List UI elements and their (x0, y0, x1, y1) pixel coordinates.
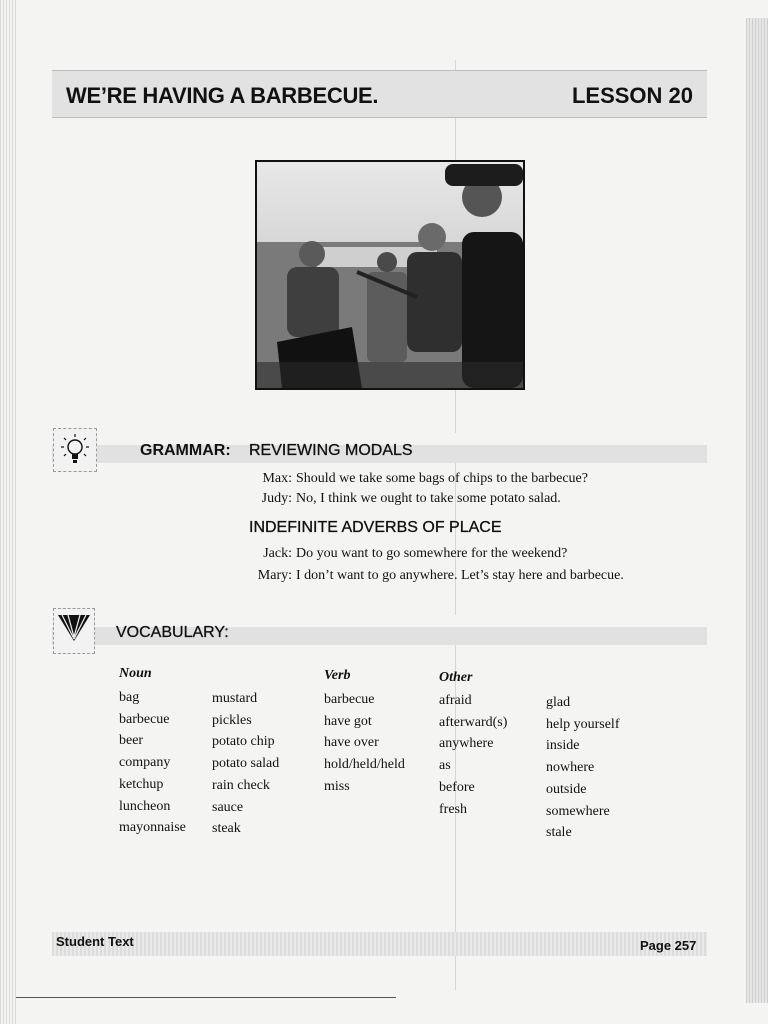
grammar-label: GRAMMAR: (140, 442, 231, 459)
dialog-line-max (252, 471, 588, 487)
footer-page-number: Page 257 (640, 938, 697, 953)
noun-list-2 (212, 688, 279, 840)
vocab-word: as (439, 758, 451, 774)
vocab-word: before (439, 779, 475, 795)
lightbulb-icon (53, 428, 97, 472)
vocab-word: luncheon (119, 798, 171, 814)
vocab-word: outside (546, 781, 587, 797)
vocab-word: have got (324, 713, 372, 729)
vocab-word: glad (546, 695, 571, 710)
dialog-line-judy (252, 491, 561, 507)
vocab-word: pickles (212, 712, 252, 728)
vocab-word: hold/held/held (324, 757, 405, 773)
line-jack: Do you want to go somewhere for the weekend? (296, 546, 568, 561)
other-list-2 (546, 692, 619, 844)
vocab-word: beer (119, 733, 144, 749)
vocab-head-other: Other (439, 670, 473, 685)
vocab-word: have over (324, 735, 379, 751)
bottom-rule (16, 997, 396, 998)
page-binding-edge (0, 0, 16, 1024)
vocab-word: ketchup (119, 776, 164, 792)
vocab-head-noun: Noun (119, 666, 152, 681)
speaker-jack: Jack: (263, 546, 292, 561)
vocab-word: inside (546, 738, 580, 754)
footer-student-text: Student Text (56, 934, 134, 949)
vocab-head-verb: Verb (324, 668, 351, 683)
vocab-word: barbecue (324, 692, 375, 707)
line-judy: No, I think we ought to take some potato salad. (296, 491, 561, 506)
vocab-word: barbecue (119, 711, 170, 727)
vocab-word: help yourself (546, 716, 620, 732)
noun-list-1 (119, 687, 186, 839)
vocab-word: steak (212, 821, 241, 837)
verb-list (324, 689, 405, 798)
grammar-topic-modals: REVIEWING MODALS (249, 442, 413, 459)
vocab-word: miss (324, 778, 350, 794)
vocab-word: afterward(s) (439, 714, 508, 730)
vocab-word: company (119, 755, 171, 771)
vocab-word: anywhere (439, 736, 494, 752)
speaker-max: Max: (262, 471, 292, 486)
speaker-judy: Judy: (261, 491, 292, 506)
dialog-line-mary (252, 568, 624, 584)
vocab-word: somewhere (546, 803, 610, 819)
lesson-number: LESSON 20 (571, 83, 693, 108)
vocab-word: fresh (439, 801, 467, 817)
dialog-line-jack (252, 546, 567, 562)
vocab-word: mayonnaise (119, 820, 186, 836)
lesson-banner (52, 70, 707, 118)
vocab-word: rain check (212, 777, 270, 793)
vocab-word: potato chip (212, 734, 275, 750)
footer-bar (52, 932, 707, 956)
vocab-word: bag (119, 690, 140, 705)
barbecue-photo (255, 160, 525, 390)
page-right-edge (746, 18, 768, 1003)
vocab-word: potato salad (212, 756, 280, 772)
grammar-topic-adverbs: INDEFINITE ADVERBS OF PLACE (249, 519, 502, 536)
vocab-word: stale (546, 825, 572, 841)
lesson-title: WE’RE HAVING A BARBECUE. (66, 83, 379, 108)
vocab-word: afraid (439, 693, 472, 708)
vocab-word: sauce (212, 799, 244, 815)
speaker-mary: Mary: (257, 568, 292, 583)
line-mary: I don’t want to go anywhere. Let’s stay here and barbecue. (296, 568, 624, 583)
vocab-word: nowhere (546, 760, 595, 776)
barbecue-photo-illustration (257, 162, 523, 388)
vocabulary-icon (53, 608, 95, 654)
line-max: Should we take some bags of chips to the barbecue? (296, 471, 588, 486)
vocabulary-label: VOCABULARY: (116, 624, 229, 641)
vocab-word: mustard (212, 691, 258, 706)
other-list-1 (439, 690, 507, 820)
